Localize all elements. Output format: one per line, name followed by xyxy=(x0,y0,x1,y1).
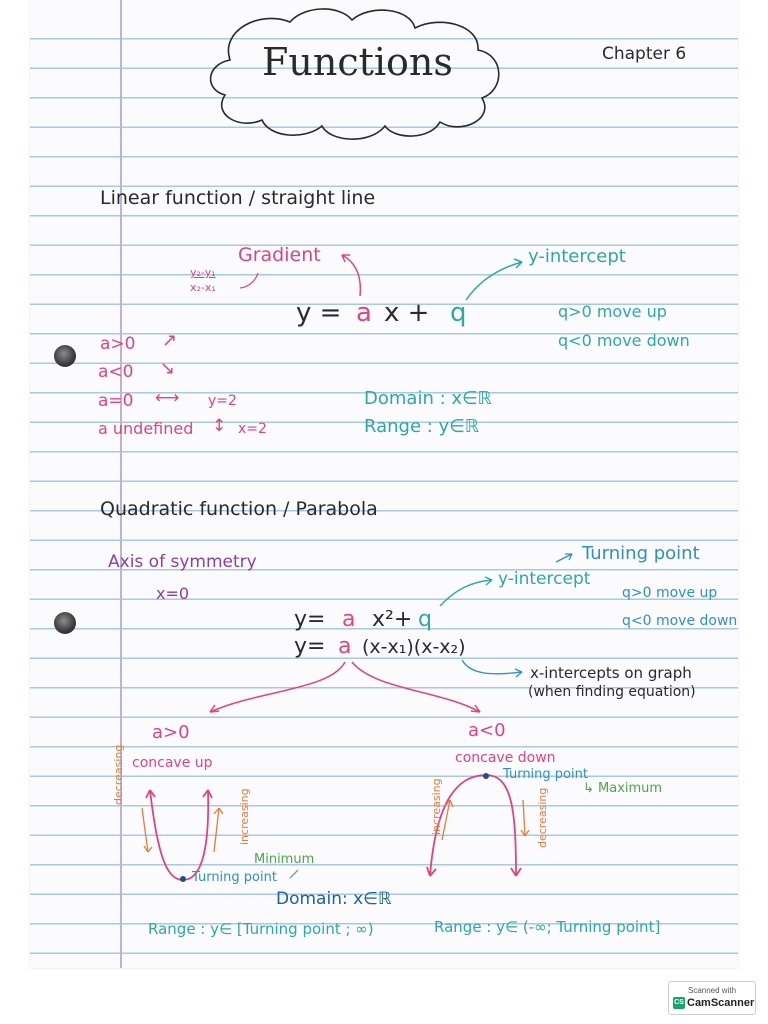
quad-range-left: Range : y∈ [Turning point ; ∞) xyxy=(148,920,374,938)
right-turning-point: Turning point xyxy=(503,767,588,782)
left-turning-point: Turning point xyxy=(192,870,277,885)
turning-point-label: Turning point xyxy=(582,543,700,564)
left-increasing: increasing xyxy=(238,788,251,845)
minimum-arrow xyxy=(290,870,298,878)
quad-domain: Domain: x∈ℝ xyxy=(276,889,392,909)
a-zero-equation: y=2 xyxy=(208,393,237,409)
maximum-point xyxy=(483,773,489,779)
quad-eq1-q: q xyxy=(418,607,432,632)
page-title: Functions xyxy=(262,40,453,84)
parabola-concave-up xyxy=(150,790,208,880)
branch-right xyxy=(352,662,480,712)
camscanner-logo-icon: CS xyxy=(673,997,685,1009)
linear-equation-y: y = xyxy=(296,298,342,328)
q-positive-note: q>0 move up xyxy=(558,302,667,321)
watermark-line2: CamScanner xyxy=(687,997,755,1009)
a-positive: a>0 xyxy=(100,334,136,354)
y-intercept-label: y-intercept xyxy=(528,246,626,267)
decreasing-arrow-left xyxy=(142,808,148,852)
increasing-arrow-left xyxy=(214,808,219,852)
quad-eq1-a: a xyxy=(342,607,356,632)
minimum-point xyxy=(180,876,186,882)
quad-eq2-factors: (x-x₁)(x-x₂) xyxy=(362,636,466,658)
linear-equation-x: x + xyxy=(384,298,430,328)
gradient-formula-denominator: x₂-x₁ xyxy=(190,281,216,294)
a-negative: a<0 xyxy=(98,362,134,382)
camscanner-watermark xyxy=(668,981,756,1015)
a-undefined-equation: x=2 xyxy=(238,421,267,437)
quad-eq1-y: y= xyxy=(294,607,326,632)
linear-equation-q: q xyxy=(450,298,467,328)
linear-heading: Linear function / straight line xyxy=(100,187,376,209)
branch-left xyxy=(210,662,345,712)
a-undefined: a undefined xyxy=(98,419,194,438)
quad-eq2-a: a xyxy=(338,634,352,659)
quad-eq2-y: y= xyxy=(294,634,326,659)
right-condition: a<0 xyxy=(468,720,506,741)
right-extreme: ↳ Maximum xyxy=(583,781,663,796)
right-concavity: concave down xyxy=(455,750,556,766)
right-decreasing: decreasing xyxy=(536,787,549,848)
a-zero-arrow: ⟷ xyxy=(155,388,180,408)
quad-q-positive-note: q>0 move up xyxy=(622,585,718,601)
linear-domain: Domain : x∈ℝ xyxy=(364,388,492,409)
left-decreasing: decreasing xyxy=(112,744,125,805)
left-concavity: concave up xyxy=(132,755,213,771)
y-intercept-arrow xyxy=(466,262,522,300)
decreasing-arrow-right xyxy=(523,800,525,836)
a-zero: a=0 xyxy=(98,391,134,411)
quad-q-negative-note: q<0 move down xyxy=(622,613,738,629)
gradient-label: Gradient xyxy=(238,244,321,266)
q-negative-note: q<0 move down xyxy=(558,331,690,350)
linear-range: Range : y∈ℝ xyxy=(364,416,480,437)
quad-y-intercept-label: y-intercept xyxy=(498,569,591,589)
linear-equation-a: a xyxy=(356,298,372,328)
axis-of-symmetry-equation: x=0 xyxy=(156,584,190,603)
quad-y-intercept-arrow xyxy=(440,580,492,606)
quad-range-right: Range : y∈ (-∞; Turning point] xyxy=(434,918,661,936)
gradient-formula-arrow xyxy=(240,273,258,288)
axis-of-symmetry-label: Axis of symmetry xyxy=(108,552,257,572)
gradient-formula-numerator: y₂-y₁ xyxy=(190,266,216,279)
x-intercepts-note: (when finding equation) xyxy=(528,684,696,700)
chapter-label: Chapter 6 xyxy=(602,44,687,64)
a-negative-arrow: ↘ xyxy=(160,358,176,379)
a-undefined-arrow: ↕ xyxy=(212,416,227,436)
a-positive-arrow: ↗ xyxy=(162,330,178,351)
quad-eq1-x: x²+ xyxy=(372,607,413,632)
watermark-line1: Scanned with xyxy=(687,986,737,995)
right-increasing: increasing xyxy=(430,778,443,835)
left-condition: a>0 xyxy=(152,722,190,743)
left-extreme: Minimum xyxy=(254,852,315,867)
quadratic-heading: Quadratic function / Parabola xyxy=(100,498,378,520)
x-intercepts-label: x-intercepts on graph xyxy=(530,664,692,682)
x-intercepts-arrow xyxy=(462,660,522,674)
